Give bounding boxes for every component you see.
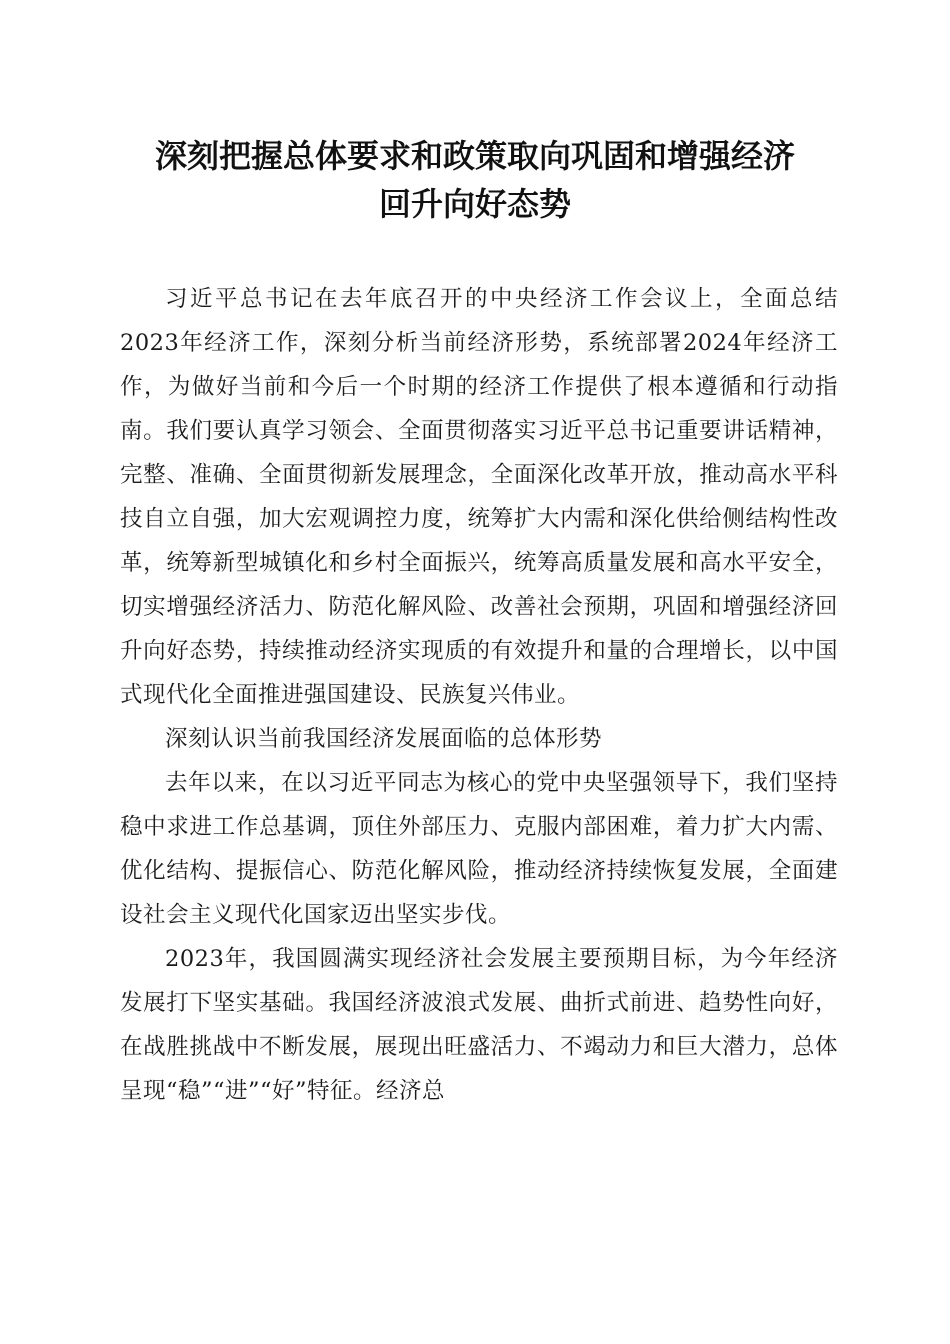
document-title [100, 132, 850, 228]
paragraph-intro: 习近平总书记在去年底召开的中央经济工作会议上，全面总结2023年经济工作，深刻分析当前经济形势，系统部署2024年经济工作，为做好当前和今后一个时期的经济工作提供了根本遵循和行动指南。我们要认真学习领会、全面贯彻落实习近平总书记重要讲话精神，完整、准确、全面贯彻新发展理念，全面深化改革开放，推动高水平科技自立自强，加大宏观调控力度，统筹扩大内需和深化供给侧结构性改革，统筹新型城镇化和乡村全面振兴，统筹高质量发展和高水平安全，切实增强经济活力、防范化解风险、改善社会预期，巩固和增强经济回升向好态势，持续推动经济实现质的有效提升和量的合理增长，以中国式现代化全面推进强国建设、民族复兴伟业。 [120, 286, 838, 708]
title-line-1: 深刻把握总体要求和政策取向巩固和增强经济 [154, 137, 795, 175]
title-line-2: 回升向好态势 [378, 185, 571, 223]
section-heading: 深刻认识当前我国经济发展面临的总体形势 [165, 726, 603, 752]
document-body [120, 277, 838, 1113]
paragraph-2023-results: 2023年，我国圆满实现经济社会发展主要预期目标，为今年经济发展打下坚实基础。我国经济波浪式发展、曲折式前进、趋势性向好，在战胜挑战中不断发展，展现出旺盛活力、不竭动力和巨大潜力，总体呈现“稳”“进”“好”特征。经济总 [120, 946, 838, 1104]
paragraph-situation: 去年以来，在以习近平同志为核心的党中央坚强领导下，我们坚持稳中求进工作总基调，顶住外部压力、克服内部困难，着力扩大内需、优化结构、提振信心、防范化解风险，推动经济持续恢复发展，全面建设社会主义现代化国家迈出坚实步伐。 [120, 770, 838, 928]
